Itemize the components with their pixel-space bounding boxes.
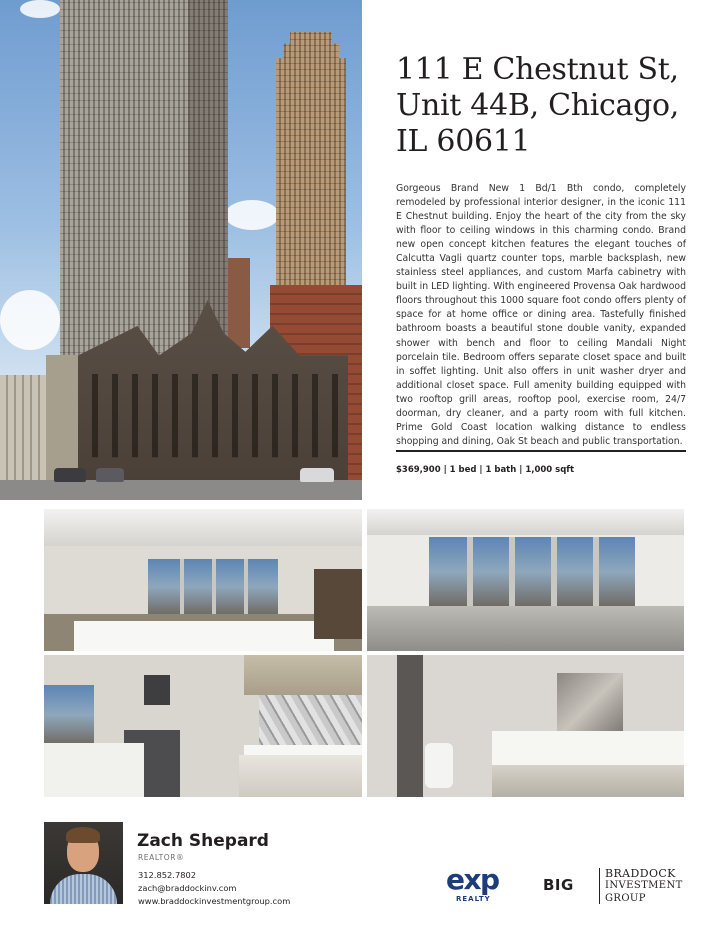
- address-line-2: Unit 44B, Chicago,: [396, 88, 680, 123]
- agent-email[interactable]: zach@braddockinv.com: [138, 883, 237, 893]
- bathroom-photo: [367, 655, 684, 797]
- agent-title: REALTOR®: [138, 853, 185, 862]
- listing-description: Gorgeous Brand New 1 Bd/1 Bth condo, completely remodeled by professional interior designer, in the iconic 111 E Chestnut building. Enjoy the heart of the city from the sky with floor to ceiling windows in this charming condo. Brand new open concept kitchen features the elegant touches of Calcutta Vagli quartz counter tops, marble backsplash, new stainless steel appliances, and custom Marfa cabinetry with built in LED lighting. With engineered Provensa Oak hardwood floors throughout this 1000 square foot condo offers plenty of space for at home office or dining area. Tastefully finished bathroom boasts a beautiful stone double vanity, expanded shower with bench and floor to ceiling Mandali Night porcelain tile. Bedroom offers separate closet space and built in soffet lighting. Unit also offers in unit washer dryer and additional closet space. Full amenity building equipped with two rooftop grill areas, rooftop pool, exercise room, 24/7 doorman, dry cleaner, and a party room with full kitchen. Prime Gold Coast location walking distance to endless shopping and dining, Oak St beach and public transportation.: [396, 183, 686, 447]
- divider: [396, 450, 686, 452]
- living-area-photo: [367, 509, 684, 651]
- kitchen-photo: [44, 655, 362, 797]
- agent-name: Zach Shepard: [137, 831, 269, 851]
- listing-stats: $369,900 | 1 bed | 1 bath | 1,000 sqft: [396, 465, 575, 475]
- listing-address: [396, 52, 696, 160]
- exp-realty-logo: exp REALTY: [446, 863, 499, 903]
- address-line-3: IL 60611: [396, 124, 531, 159]
- braddock-investment-group-logo: BIG BRADDOCK INVESTMENT GROUP: [543, 867, 683, 904]
- agent-website[interactable]: www.braddockinvestmentgroup.com: [138, 896, 291, 906]
- living-room-photo: [44, 509, 362, 651]
- address-line-1: 111 E Chestnut St,: [396, 52, 679, 87]
- agent-phone[interactable]: 312.852.7802: [138, 870, 197, 880]
- building-exterior-photo: [0, 0, 362, 500]
- agent-headshot: [44, 822, 123, 904]
